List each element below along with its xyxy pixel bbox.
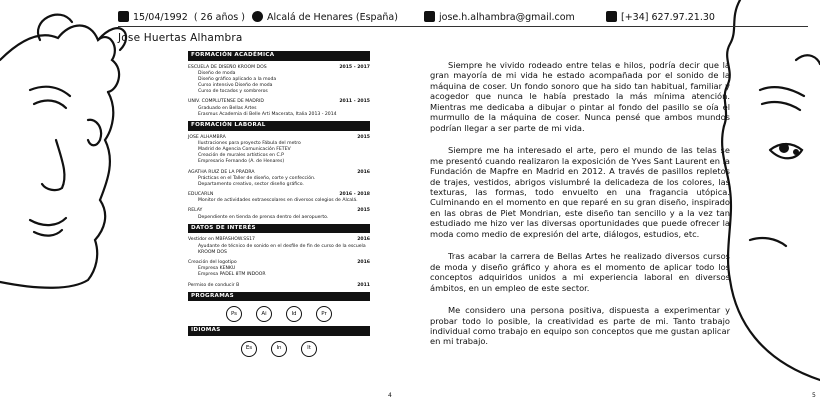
cv-entry-detail: Creación de murales artísticos en C.P — [198, 153, 284, 159]
cv-entry-detail: Empresa KENKU — [198, 266, 236, 272]
cv-entry: UNIV. COMPLUTENSE DE MADRID 2011 - 2015 — [188, 99, 370, 105]
section-title-programs: PROGRAMAS — [188, 292, 370, 302]
bio-paragraph: Siempre he vivido rodeado entre telas e hilos, podría decir que la gran mayoría de mi vida he estado acompañada por el sonido de la máquina de coser. Un fondo sonoro que ha sido tan habitual, familiar y acogedor que nunca le había prestado la más mínima atención. Mientras me dedicaba a dibujar o pintar al fondo del pasillo se oía el murmullo de la máquina de coser. Nunca pensé que ambos mundos podrían llegar a ser parte de mi vida. — [430, 60, 730, 133]
cv-entry: AGATHA RUIZ DE LA PRADRA 2016 — [188, 169, 370, 175]
section-title-academic: FORMACIÓN ACADÉMICA — [188, 51, 370, 61]
email-icon — [424, 11, 435, 22]
program-icons — [188, 306, 370, 322]
cv-entry-detail: Diseño de moda — [198, 70, 236, 76]
indesign-icon: Id — [286, 306, 302, 322]
spanish-icon: Es — [241, 341, 257, 357]
cv-entry: ESCUELA DE DISEÑO KROOM DOS 2015 - 2017 — [188, 64, 370, 70]
bio-text — [430, 60, 730, 359]
page-number-left: 4 — [388, 392, 392, 399]
cv-entry: RELAY 2015 — [188, 208, 370, 214]
english-icon: In — [271, 341, 287, 357]
cv-entry-detail: Erasmus Academia di Belle Arti Macerata, Italia 2013 - 2014 — [198, 111, 337, 117]
cv-entry-detail: Curso intensivo Diseño de moda — [198, 83, 273, 89]
header-divider — [118, 26, 808, 27]
cv-entry-detail: Ilustraciones para proyecto Fábula del metro — [198, 140, 301, 146]
language-icons — [188, 341, 370, 357]
contact-bar — [118, 8, 808, 28]
cv-entry-detail: Diseño gráfico aplicado a la moda — [198, 76, 277, 82]
cv-entry-detail: Ayudante de técnico de sonido en el desfile de fin de curso de la escuela KROOM DOS — [198, 243, 366, 255]
cv-entry-detail: Empresario Fernando (A. de Henares) — [198, 159, 285, 165]
cv-entry: JOSE ALHAMBRA 2015 — [188, 134, 370, 140]
cv-entry-detail: Empresa PADEL 8TM INDOOR — [198, 272, 266, 278]
bio-paragraph: Tras acabar la carrera de Bellas Artes he realizado diversos cursos de moda y diseño gráfico y ahora es el momento de aplicar todo los conceptos adquiridos unidos a mi experiencia laboral en diversos ámbitos, en un empleo de este sector. — [430, 251, 730, 293]
section-title-interest: DATOS DE INTERÉS — [188, 224, 370, 234]
page-number-right: 5 — [812, 392, 816, 399]
illustrator-icon: Ai — [256, 306, 272, 322]
location-pin-icon — [252, 11, 263, 22]
contact-location: Alcalá de Henares (España) — [252, 11, 398, 23]
cv-entry-detail: Curso de tocados y sombreros — [198, 89, 268, 95]
contact-phone: [+34] 627.97.21.30 — [606, 11, 715, 23]
bio-paragraph: Me considero una persona positiva, dispuesta a experimentar y probar todo lo posible, la creatividad es parte de mi. Tanto trabajo individual como trabajo en equipo son conceptos que me gustan aplicar en mi trabajo. — [430, 305, 730, 347]
face-illustration-left — [0, 0, 200, 410]
premiere-icon: Pr — [316, 306, 332, 322]
cv-column — [188, 48, 370, 361]
section-title-languages: IDIOMAS — [188, 326, 370, 336]
cv-entry-detail: Monitor de actividades extraescolares en diversos colegios de Alcalá. — [198, 198, 358, 204]
calendar-icon — [118, 11, 129, 22]
bio-paragraph: Siempre me ha interesado el arte, pero el mundo de las telas se me presentó cuando realizaron la exposición de Yves Sant Laurent en la Fundación de Mapfre en Madrid en 2012. A través de pasillos repletos de trajes, vestidos, abrigos vislumbré la delicadeza de los colores, las texturas, las formas, todo envuelto en una fragancia utópica. Culminando en el momento en que reparé en su gran diseño, inspirado en las obras de Piet Mondrian, este diseño tan sencillo y a la vez tan estudiado me hizo ver las diversas oportunidades que puede ofrecer la moda como medio de expresión del arte, diálogos, estudios, etc. — [430, 145, 730, 239]
cv-entry: Permiso de conducir B 2011 — [188, 282, 370, 288]
cv-entry-detail: Graduado en Bellas Artes — [198, 105, 257, 111]
cv-entry-detail: Madrid de Agencia Comunicación FETEV — [198, 146, 291, 152]
section-title-work: FORMACIÓN LABORAL — [188, 121, 370, 131]
cv-entry-detail: Dependiente en tienda de prensa dentro del aeropuerto. — [198, 214, 329, 220]
contact-birth: 15/04/1992 ( 26 años ) — [118, 11, 245, 23]
cv-entry: EDUCARLN 2016 - 2018 — [188, 192, 370, 198]
cv-entry: Creación del logotipo 2016 — [188, 259, 370, 265]
contact-email[interactable]: jose.h.alhambra@gmail.com — [424, 11, 575, 23]
phone-icon — [606, 11, 617, 22]
person-name: Jose Huertas Alhambra — [118, 32, 243, 44]
photoshop-icon: Ps — [226, 306, 242, 322]
cv-entry-detail: Departamento creativo, sector diseño gráfico. — [198, 181, 304, 187]
italian-icon: It — [301, 341, 317, 357]
cv-entry: Vestidor en MBFASHOW.SS17 2016 — [188, 237, 370, 243]
cv-entry-detail: Prácticas en el Taller de diseño, corte y confección. — [198, 175, 316, 181]
